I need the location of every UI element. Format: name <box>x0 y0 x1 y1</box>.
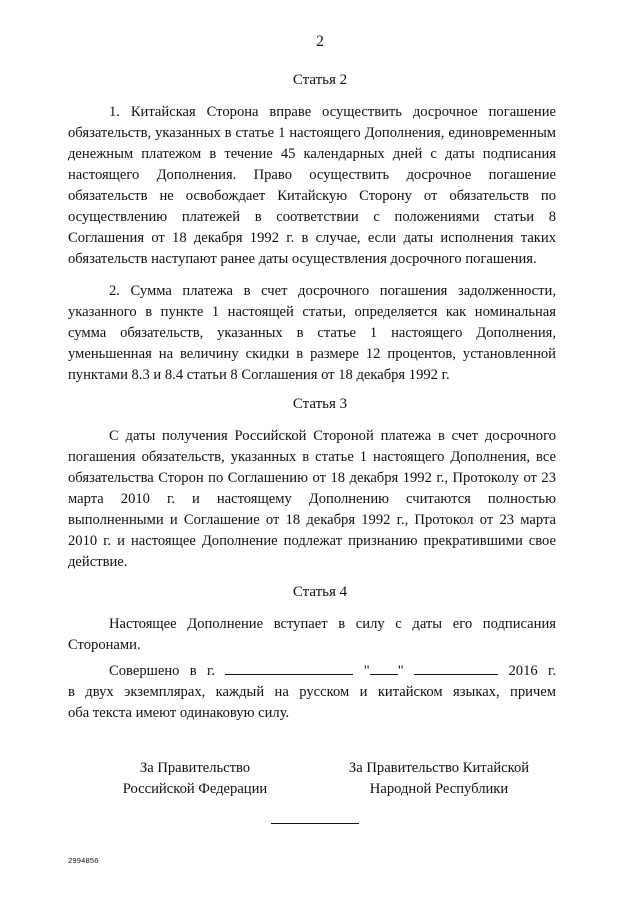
signature-china-line-2: Народной Республики <box>369 781 509 797</box>
article-4-paragraph-1: Настоящее Дополнение вступает в силу с даты его подписания Сторонами. <box>68 616 556 653</box>
signing-line-3: оба текста имеют одинаковую силу. <box>68 705 290 721</box>
signing-line-1 <box>68 661 556 682</box>
signing-prefix: Совершено в г. <box>109 663 216 679</box>
signature-russia-line-2: Российской Федерации <box>122 781 268 797</box>
article-2-paragraph-1: 1. Китайская Сторона вправе осуществить досрочное погашение обязательств, указанных в статье 1 настоящего Дополнения, единовременным денежным платежом в течение 45 календарных дней с даты подписания настоящего Дополнения. Право осуществить досрочное погашение обязательств не освобождает Китайскую Сторону от обязательств по осуществлению платежей в соответствии с положениями статьи 8 Соглашения от 18 декабря 1992 г. в случае, если даты исполнения таких обязательств наступают ранее даты осуществления досрочного погашения. <box>68 104 556 267</box>
day-blank <box>370 662 398 675</box>
article-4-heading: Статья 4 <box>292 584 348 600</box>
signature-china-line-1: За Правительство Китайской <box>348 760 530 776</box>
month-blank <box>414 662 498 675</box>
signing-year: 2016 г. <box>508 663 557 679</box>
article-2-paragraph-2: 2. Сумма платежа в счет досрочного погашения задолженности, указанного в пункте 1 настоящей статьи, определяется как номинальная сумма обязательств, указанных в статье 1 настоящего Дополнения, уменьшенная на величину скидки в размере 12 процентов, установленной пунктами 8.3 и 8.4 статьи 8 Соглашения от 18 декабря 1992 г. <box>68 283 556 383</box>
article-3-paragraph-1: С даты получения Российской Стороной платежа в счет досрочного погашения обязательств, указанных в статье 1 настоящего Дополнения, все обязательства Сторон по Соглашению от 18 декабря 1992 г., Протоколу от 23 марта 2010 г. и настоящему Дополнению считаются полностью выполненными и Соглашение от 18 декабря 1992 г., Протокол от 23 марта 2010 г. и настоящее Дополнение подлежат признанию прекратившими свое действие. <box>68 428 556 570</box>
signature-block-china <box>332 758 546 800</box>
end-divider <box>271 823 359 824</box>
page-number: 2 <box>316 33 324 50</box>
day-quote-open: " <box>363 663 370 679</box>
article-2-heading: Статья 2 <box>292 72 348 88</box>
signature-block-russia <box>100 758 290 800</box>
day-quote-close: " <box>397 663 404 679</box>
article-3-heading: Статья 3 <box>292 396 348 412</box>
document-code: 2994856 <box>68 856 99 865</box>
signature-russia-line-1: За Правительство <box>139 760 251 776</box>
signing-clause <box>68 661 556 724</box>
signing-line-2: в двух экземплярах, каждый на русском и китайском языках, причем <box>68 684 556 700</box>
city-blank <box>225 662 353 675</box>
